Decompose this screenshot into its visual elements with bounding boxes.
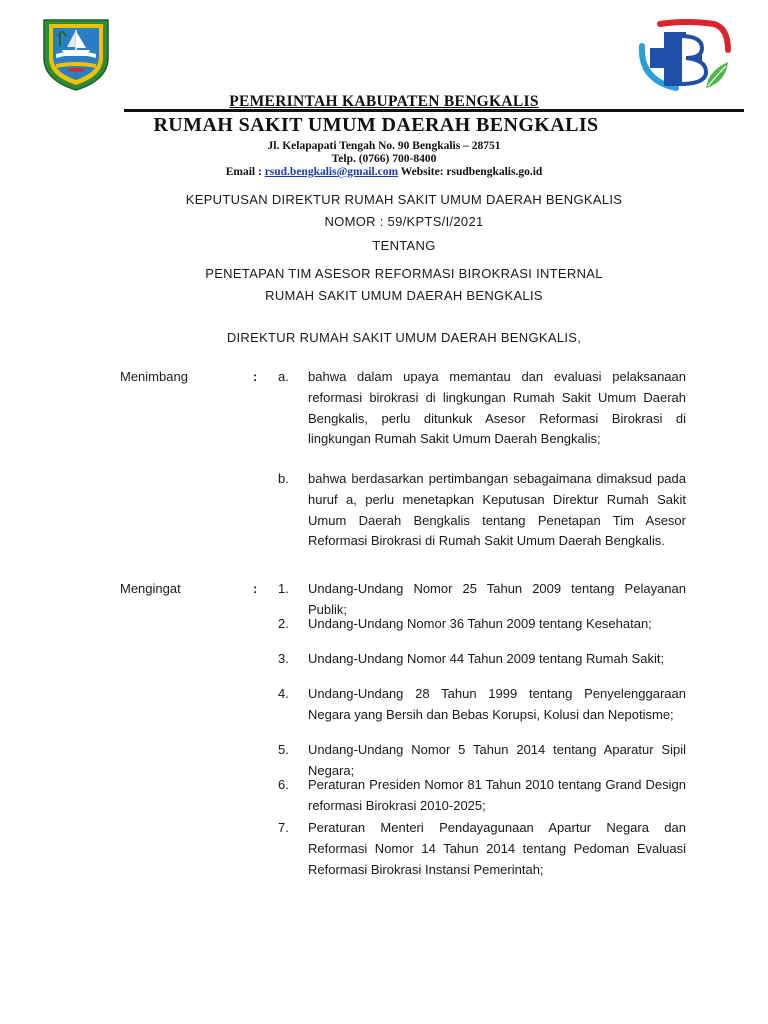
hospital-phone: Telp. (0766) 700-8400 <box>331 153 437 165</box>
decree-subject-line2: RUMAH SAKIT UMUM DAERAH BENGKALIS <box>265 288 543 303</box>
mengingat-item-text: Undang-Undang Nomor 44 Tahun 2009 tentang Rumah Sakit; <box>308 651 665 666</box>
letterhead-divider <box>124 109 744 112</box>
hospital-logo-icon <box>636 18 732 94</box>
government-name: PEMERINTAH KABUPATEN BENGKALIS <box>229 93 539 110</box>
website-text: rsudbengkalis.go.id <box>446 166 543 178</box>
website-label: Website: <box>398 166 447 178</box>
decree-title: KEPUTUSAN DIREKTUR RUMAH SAKIT UMUM DAERAH BENGKALIS <box>185 192 623 207</box>
mengingat-item-text: Peraturan Menteri Pendayagunaan Apartur Negara dan Reformasi Nomor 14 Tahun 2014 tentang Pedoman Evaluasi Reformasi Birokrasi Instansi Pemerintah; <box>308 820 686 877</box>
hospital-address: Jl. Kelapapati Tengah No. 90 Bengkalis – 28751 <box>267 140 501 152</box>
mengingat-colon: : <box>253 581 258 596</box>
mengingat-label: Mengingat <box>120 581 181 596</box>
mengingat-item-number: 6. <box>278 777 289 792</box>
menimbang-item-number: b. <box>278 471 289 486</box>
mengingat-item-number: 3. <box>278 651 289 666</box>
hospital-name: RUMAH SAKIT UMUM DAERAH BENGKALIS <box>153 114 599 136</box>
menimbang-label: Menimbang <box>120 369 188 384</box>
decree-subject-line1: PENETAPAN TIM ASESOR REFORMASI BIROKRASI INTERNAL <box>205 266 603 281</box>
mengingat-item-text: Undang-Undang 28 Tahun 1999 tentang Penyelenggaraan Negara yang Bersih dan Bebas Korupsi, Kolusi dan Nepotisme; <box>308 686 686 722</box>
director-heading: DIREKTUR RUMAH SAKIT UMUM DAERAH BENGKALIS, <box>226 330 582 345</box>
mengingat-item-text: Undang-Undang Nomor 36 Tahun 2009 tentang Kesehatan; <box>308 616 652 631</box>
mengingat-item-number: 4. <box>278 686 289 701</box>
mengingat-item-text: Undang-Undang Nomor 5 Tahun 2014 tentang Aparatur Sipil Negara; <box>308 742 686 778</box>
mengingat-item-number: 2. <box>278 616 289 631</box>
hospital-contact <box>0 166 768 178</box>
email-link[interactable]: rsud.bengkalis@gmail.com <box>264 166 399 178</box>
decree-number: NOMOR : 59/KPTS/I/2021 <box>324 214 484 229</box>
menimbang-item-text: bahwa berdasarkan pertimbangan sebagaimana dimaksud pada huruf a, perlu menetapkan Keputusan Direktur Rumah Sakit Umum Daerah Bengkalis tentang Penetapan Tim Asesor Reformasi Birokrasi di Rumah Sakit Umum Daerah Bengkalis. <box>308 471 686 549</box>
email-label: Email : <box>225 166 265 178</box>
mengingat-item-text: Undang-Undang Nomor 25 Tahun 2009 tentang Pelayanan Publik; <box>308 581 686 617</box>
menimbang-item-text: bahwa dalam upaya memantau dan evaluasi pelaksanaan reformasi birokrasi di lingkungan Rumah Sakit Umum Daerah Bengkalis, perlu ditunkuk Asesor Reformasi Birokrasi di lingkungan Rumah Sakit Umum Daerah Bengkalis; <box>308 369 686 447</box>
mengingat-item-text: Peraturan Presiden Nomor 81 Tahun 2010 tentang Grand Design reformasi Birokrasi 2010-2025; <box>308 777 686 813</box>
menimbang-item-number: a. <box>278 369 289 384</box>
menimbang-colon: : <box>253 369 258 384</box>
mengingat-item-number: 5. <box>278 742 289 757</box>
regency-emblem-icon <box>38 14 114 92</box>
mengingat-item-number: 1. <box>278 581 289 596</box>
mengingat-item-number: 7. <box>278 820 289 835</box>
decree-about: TENTANG <box>372 238 436 253</box>
